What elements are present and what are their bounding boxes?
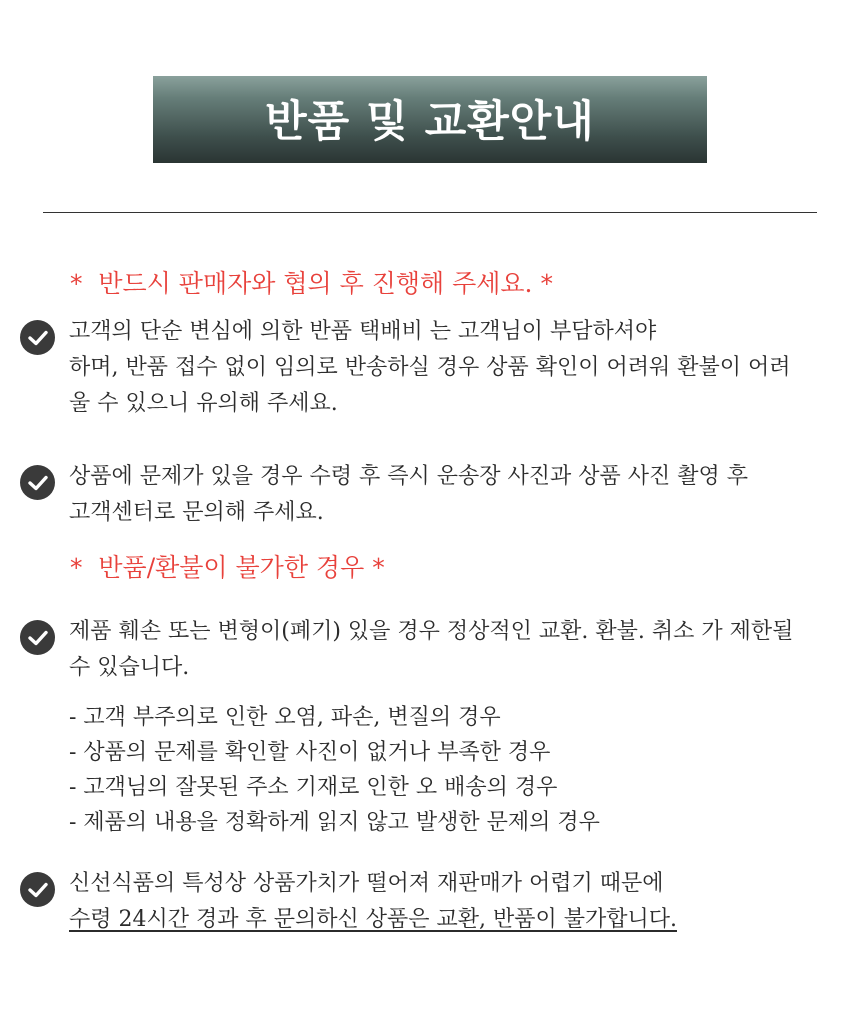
page-title: 반품 및 교환안내 — [265, 97, 595, 147]
asterisk: * — [372, 553, 385, 582]
asterisk: * — [70, 269, 83, 298]
text-line: 하며, 반품 접수 없이 임의로 반송하실 경우 상품 확인이 어려워 환불이 어려 — [69, 355, 791, 380]
divider — [43, 212, 817, 213]
info-text — [69, 314, 845, 422]
exclusion-list — [69, 700, 600, 840]
info-text — [69, 866, 845, 938]
check-circle-icon — [20, 465, 55, 500]
notice-not-returnable — [70, 548, 385, 584]
text-line: 신선식품의 특성상 상품가치가 떨어져 재판매가 어렵기 때문에 — [69, 871, 664, 896]
title-banner — [153, 76, 707, 163]
text-line: 상품에 문제가 있을 경우 수령 후 즉시 운송장 사진과 상품 사진 촬영 후 — [69, 464, 748, 489]
notice-text: 반품/환불이 불가한 경우 — [98, 553, 365, 582]
notice-consult-seller — [70, 264, 553, 300]
list-item: - 고객님의 잘못된 주소 기재로 인한 오 배송의 경우 — [69, 775, 558, 800]
info-text — [69, 459, 845, 531]
text-line: 고객센터로 문의해 주세요. — [69, 500, 324, 525]
text-line: 고객의 단순 변심에 의한 반품 택배비 는 고객님이 부담하셔야 — [69, 319, 657, 344]
text-line: 울 수 있으니 유의해 주세요. — [69, 391, 338, 416]
notice-text: 반드시 판매자와 협의 후 진행해 주세요. — [98, 269, 533, 298]
asterisk: * — [70, 553, 83, 582]
check-circle-icon — [20, 620, 55, 655]
list-item: - 제품의 내용을 정확하게 읽지 않고 발생한 문제의 경우 — [69, 810, 600, 835]
info-text — [69, 614, 845, 686]
list-item: - 고객 부주의로 인한 오염, 파손, 변질의 경우 — [69, 705, 501, 730]
check-circle-icon — [20, 872, 55, 907]
text-line: 수 있습니다. — [69, 655, 190, 680]
check-circle-icon — [20, 320, 55, 355]
text-line-underlined: 수령 24시간 경과 후 문의하신 상품은 교환, 반품이 불가합니다. — [69, 907, 677, 932]
text-line: 제품 훼손 또는 변형이(폐기) 있을 경우 정상적인 교환. 환불. 취소 가 제한될 — [69, 619, 794, 644]
list-item: - 상품의 문제를 확인할 사진이 없거나 부족한 경우 — [69, 740, 551, 765]
asterisk: * — [540, 269, 553, 298]
